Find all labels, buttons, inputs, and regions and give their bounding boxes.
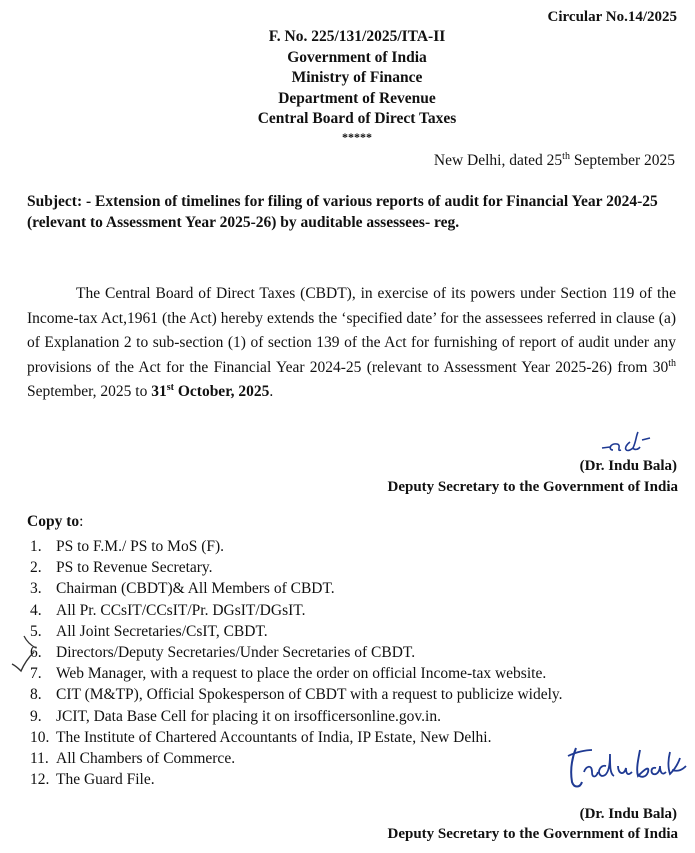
list-item-text: The Institute of Chartered Accountants of India, IP Estate, New Delhi. xyxy=(56,728,492,746)
list-item-text: All Chambers of Commerce. xyxy=(56,750,236,768)
header-ministry: Ministry of Finance xyxy=(291,69,423,86)
header-government: Government of India xyxy=(287,48,427,66)
list-item-number: 10. xyxy=(30,728,50,746)
list-item-text: Web Manager, with a request to place the order on official Income-tax website. xyxy=(56,665,547,683)
signatory-name: (Dr. Indu Bala) xyxy=(579,458,677,474)
signature-scribble-icon xyxy=(562,742,690,794)
signatory-designation: Deputy Secretary to the Government of India xyxy=(387,479,678,495)
list-item-text: PS to F.M./ PS to MoS (F). xyxy=(56,538,225,555)
list-item-text: Chairman (CBDT)& All Members of CBDT. xyxy=(56,580,335,598)
list-item xyxy=(30,600,563,621)
list-item-number: 2. xyxy=(30,559,42,577)
copy-to-list xyxy=(30,536,563,790)
signatory-designation-2: Deputy Secretary to the Government of India xyxy=(387,826,678,842)
list-item xyxy=(30,557,563,578)
list-item xyxy=(30,769,563,790)
file-number: F. No. 225/131/2025/ITA-II xyxy=(268,28,446,45)
list-item-number: 5. xyxy=(30,622,42,640)
body-paragraph: The Central Board of Direct Taxes (CBDT), in exercise of its powers under Section 119 of the Income-tax Act,1961 (the Act) hereby extends the ‘specified date’ for the assessees referred in clause (a) of Explanation 2 to sub-section (1) of section 139 of the Act for furnishing of report of audit under any provisions of the Act for the Financial Year 2024-25 (relevant to Assessment Year 2025-26) from 30th September, 2025 to 31st October, 2025. xyxy=(27,285,676,400)
list-item-number: 9. xyxy=(30,707,42,725)
circular-number: Circular No.14/2025 xyxy=(547,9,677,25)
header-stars: ***** xyxy=(342,129,372,144)
header-board: Central Board of Direct Taxes xyxy=(257,110,457,127)
list-item-text: Directors/Deputy Secretaries/Under Secretaries of CBDT. xyxy=(56,644,416,662)
issue-date: New Delhi, dated 25th September 2025 xyxy=(433,151,675,170)
list-item xyxy=(30,642,563,663)
list-item-number: 3. xyxy=(30,580,42,598)
list-item-text: The Guard File. xyxy=(56,771,155,789)
list-item xyxy=(30,578,563,599)
list-item-text: All Joint Secretaries/CsIT, CBDT. xyxy=(56,622,268,640)
list-item-text: PS to Revenue Secretary. xyxy=(56,559,213,577)
list-item-number: 4. xyxy=(30,601,42,619)
list-item-text: JCIT, Data Base Cell for placing it on irsofficersonline.gov.in. xyxy=(56,707,441,725)
list-item-number: 11. xyxy=(30,750,49,768)
list-item xyxy=(30,621,563,642)
list-item xyxy=(30,536,563,557)
list-item-text: CIT (M&TP), Official Spokesperson of CBDT with a request to publicize widely. xyxy=(56,686,563,704)
letterhead xyxy=(0,27,695,144)
list-item-number: 1. xyxy=(30,538,42,555)
initials-scribble-icon xyxy=(600,428,654,456)
handwritten-signature xyxy=(562,742,690,794)
header-department: Department of Revenue xyxy=(278,89,436,107)
subject: Subject: - Extension of timelines for filing of various reports of audit for Financial Year 2024-25 (relevant to Assessment Year 2025-26) by auditable assessees- reg. xyxy=(27,193,658,231)
list-item-number: 8. xyxy=(30,686,42,704)
list-item-text: All Pr. CCsIT/CCsIT/Pr. DGsIT/DGsIT. xyxy=(56,601,306,619)
list-item-number: 6. xyxy=(30,644,42,662)
list-item xyxy=(30,748,563,769)
list-item-number: 12. xyxy=(30,771,50,789)
signatory-name-2: (Dr. Indu Bala) xyxy=(579,806,677,822)
pen-tick-icon xyxy=(10,632,40,672)
list-item xyxy=(30,706,563,727)
list-item-number: 7. xyxy=(30,665,42,683)
list-item xyxy=(30,663,563,684)
copy-to-heading: Copy to: xyxy=(27,513,84,530)
signature-initials xyxy=(600,428,654,456)
list-item xyxy=(30,684,563,705)
list-item xyxy=(30,727,563,748)
